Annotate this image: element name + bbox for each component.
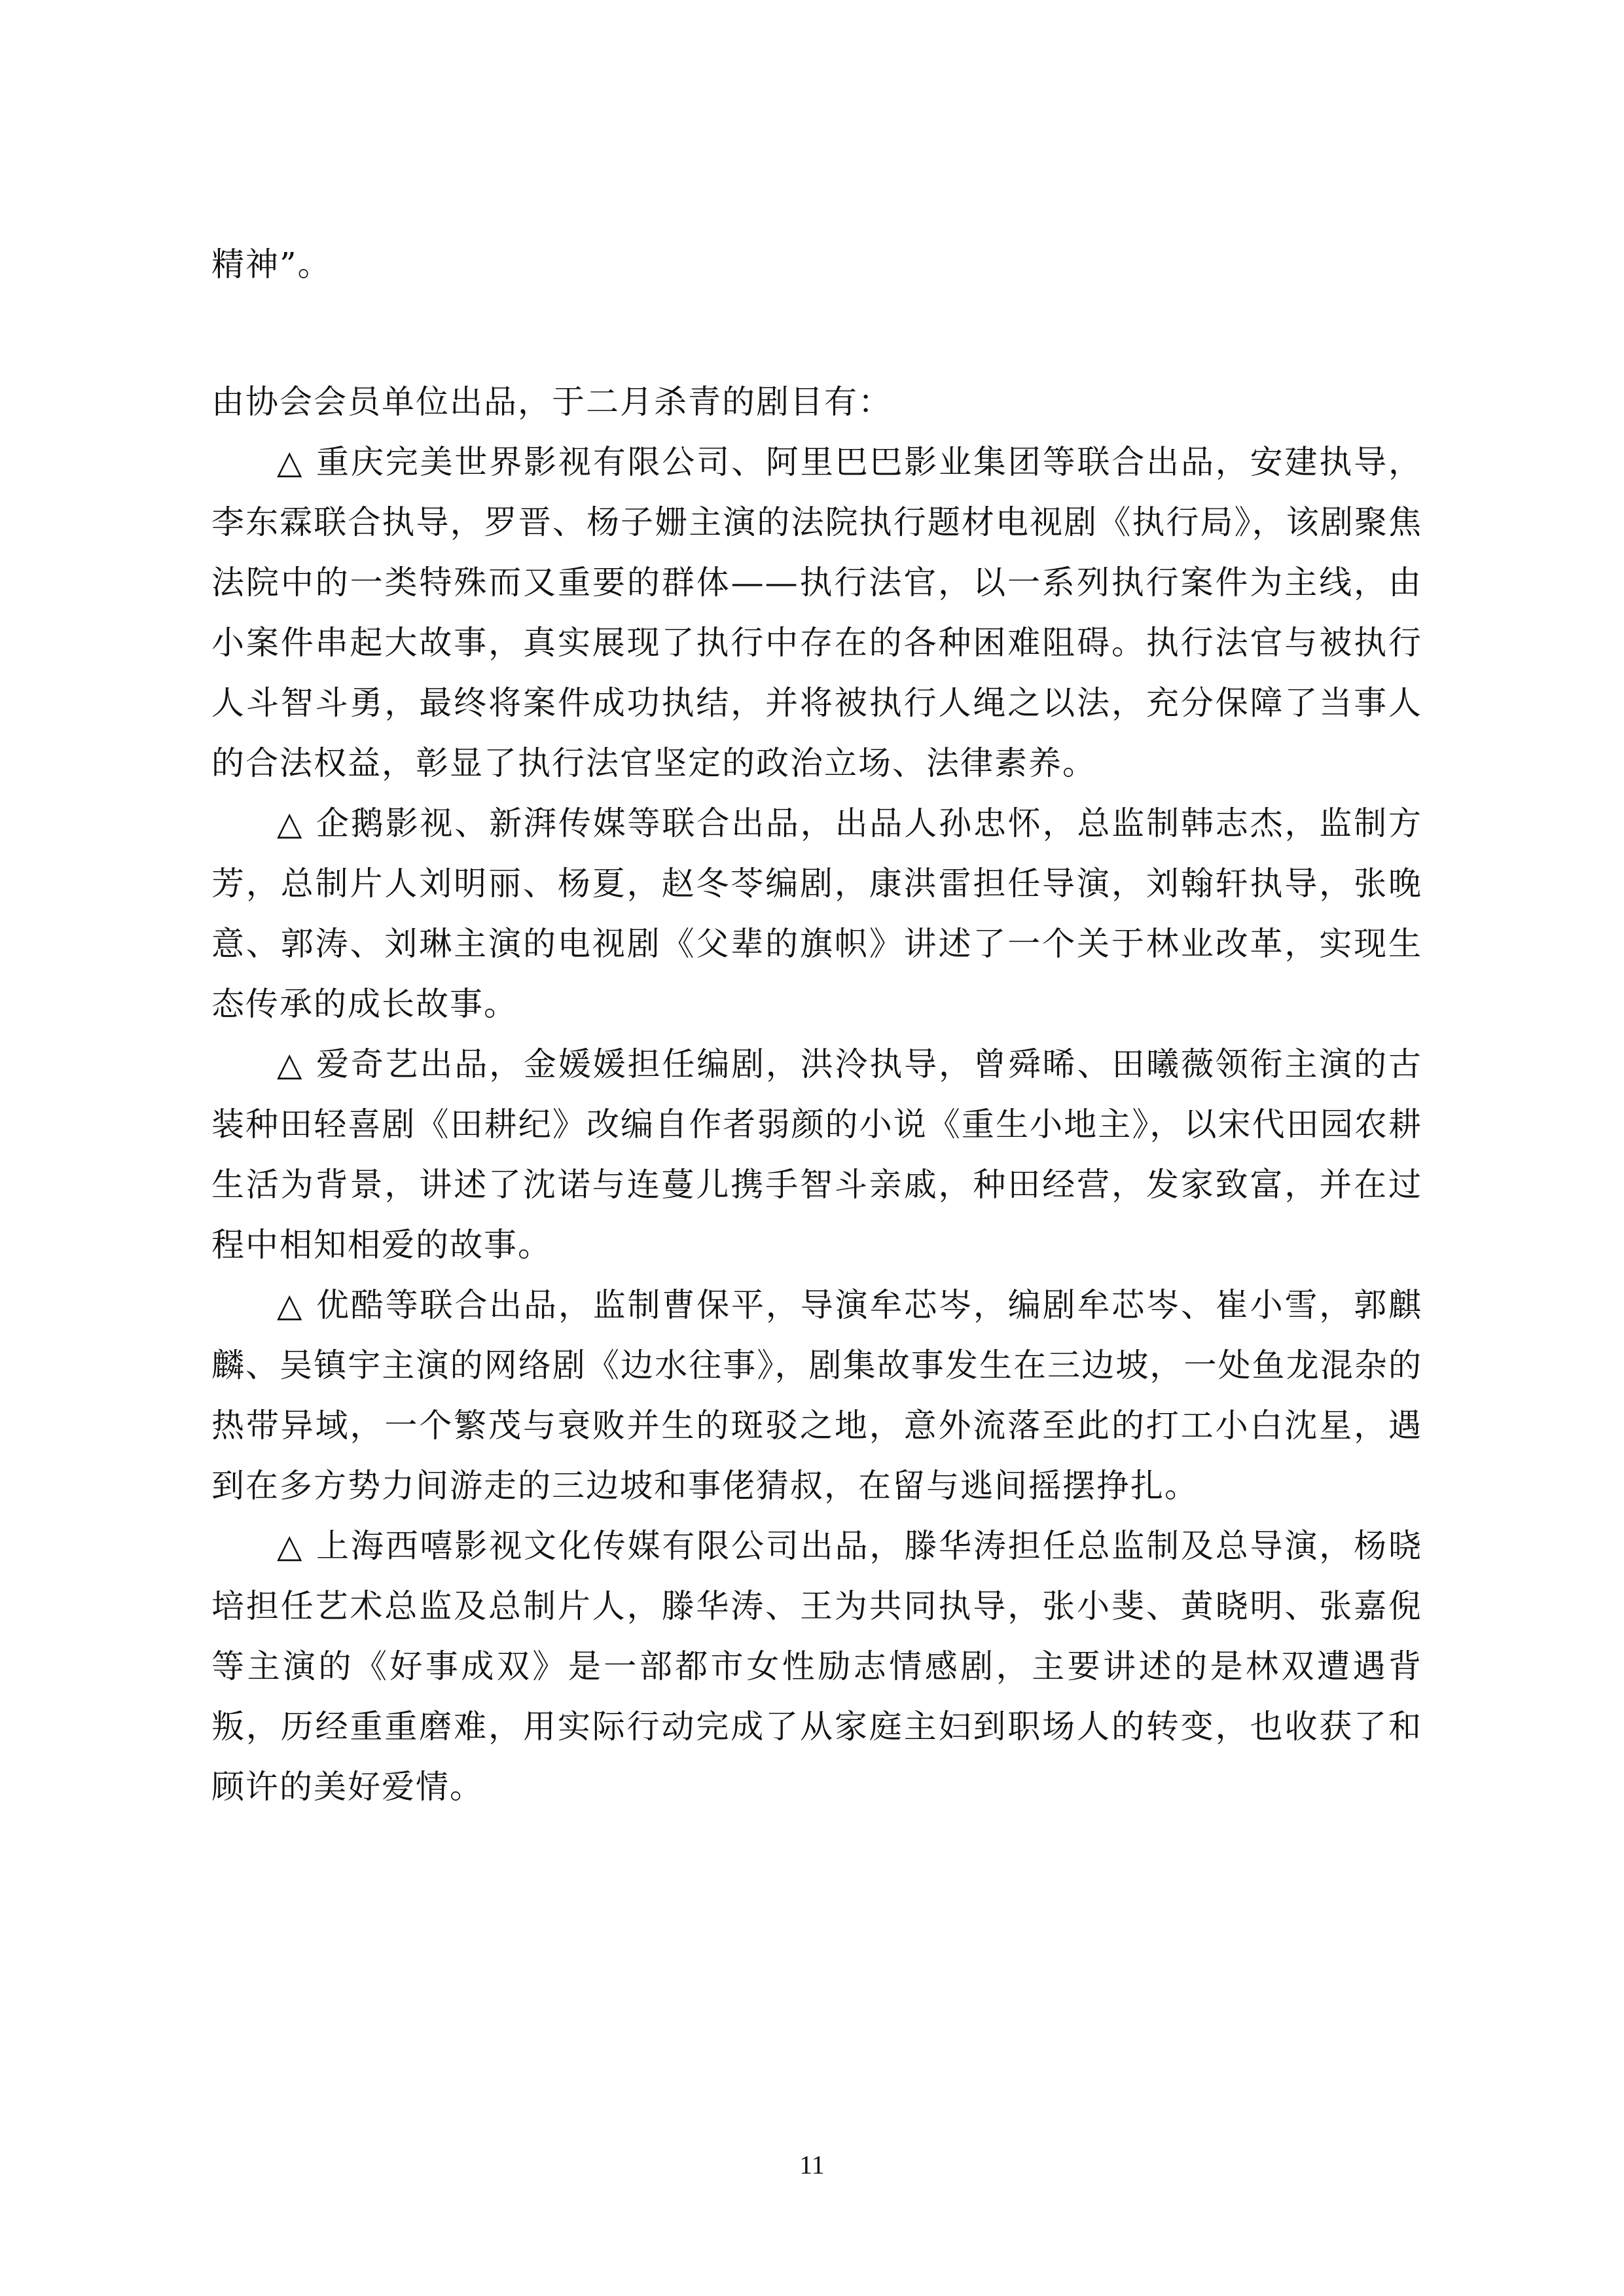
continuation-text: 精神”。 [211, 245, 332, 283]
drama-item-bianshui-wangshi: △ 优酷等联合出品，监制曹保平，导演牟芯岑，编剧牟芯岑、崔小雪，郭麒麟、吴镇宇主演的网络剧《边水往事》，剧集故事发生在三边坡，一处鱼龙混杂的热带异域，一个繁茂与衰败并生的斑驳之地，意外流落至此的打工小白沈星，遇到在多方势力间游走的三边坡和事佬猜叔，在留与逃间摇摆挣扎。 [211, 1286, 1422, 1505]
drama-item-haoshi-chengshuang: △ 上海西嘻影视文化传媒有限公司出品，滕华涛担任总监制及总导演，杨晓培担任艺术总监及总制片人，滕华涛、王为共同执导，张小斐、黄晓明、张嘉倪等主演的《好事成双》是一部都市女性励志情感剧，主要讲述的是林双遭遇背叛，历经重重磨难，用实际行动完成了从家庭主妇到职场人的转变，也收获了和顾许的美好爱情。 [211, 1527, 1422, 1806]
drama-item-fubei-de-qizhi: △ 企鹅影视、新湃传媒等联合出品，出品人孙忠怀，总监制韩志杰，监制方芳，总制片人刘明丽、杨夏，赵冬苓编剧，康洪雷担任导演，刘翰轩执导，张晚意、郭涛、刘琳主演的电视剧《父辈的旗帜》讲述了一个关于林业改革，实现生态传承的成长故事。 [211, 804, 1422, 1023]
drama-list [211, 432, 1422, 1817]
intro-paragraph: 由协会会员单位出品，于二月杀青的剧目有： [211, 383, 892, 421]
drama-item-tiangengji: △ 爱奇艺出品，金媛媛担任编剧，洪泠执导，曾舜晞、田曦薇领衔主演的古装种田轻喜剧《田耕纪》改编自作者弱颜的小说《重生小地主》，以宋代田园农耕生活为背景，讲述了沈诺与连蔓儿携手智斗亲戚，种田经营，发家致富，并在过程中相知相爱的故事。 [211, 1045, 1422, 1264]
page-number: 11 [799, 2150, 825, 2179]
drama-item-zhixingju: △ 重庆完美世界影视有限公司、阿里巴巴影业集团等联合出品，安建执导，李东霖联合执导，罗晋、杨子姗主演的法院执行题材电视剧《执行局》，该剧聚焦法院中的一类特殊而又重要的群体——执行法官，以一系列执行案件为主线，由小案件串起大故事，真实展现了执行中存在的各种困难阻碍。执行法官与被执行人斗智斗勇，最终将案件成功执结，并将被执行人绳之以法，充分保障了当事人的合法权益，彰显了执行法官坚定的政治立场、法律素养。 [211, 443, 1422, 782]
